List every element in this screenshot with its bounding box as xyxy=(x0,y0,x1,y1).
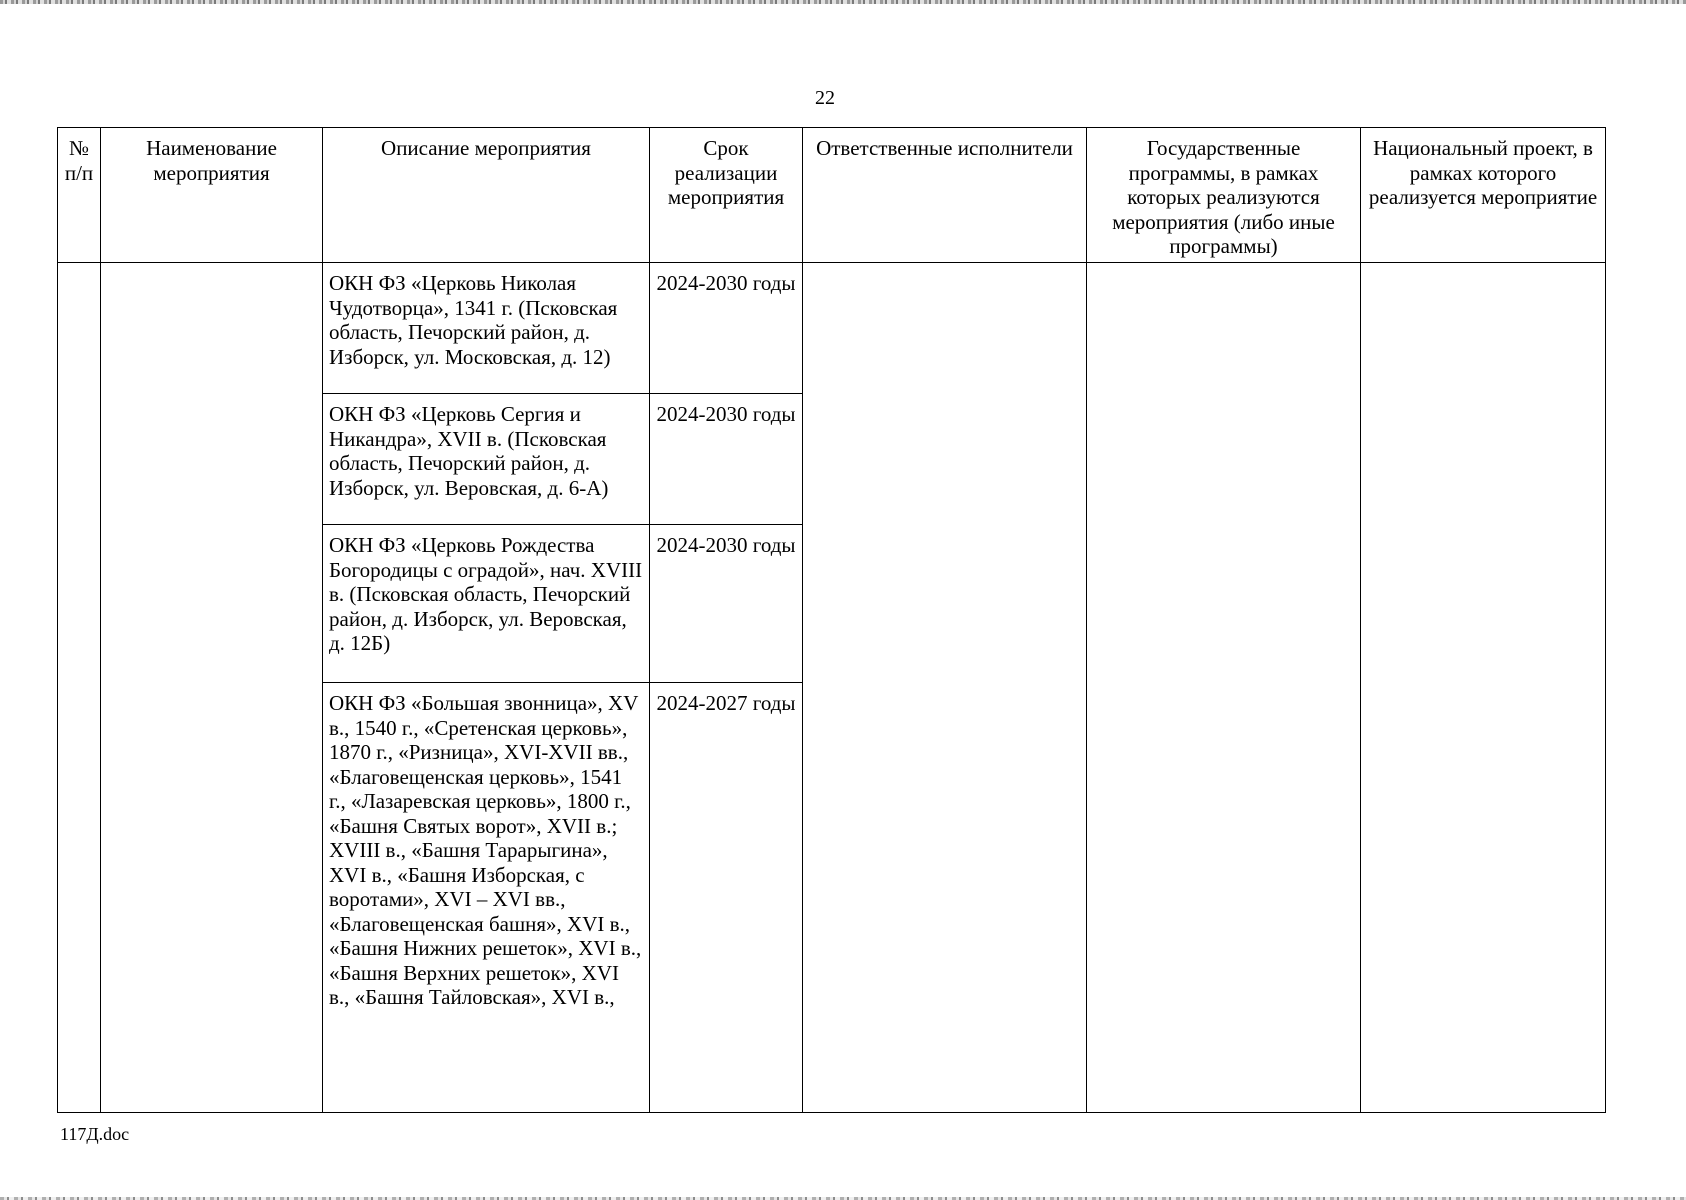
cell-responsible xyxy=(803,263,1087,1113)
header-num: № п/п xyxy=(58,128,101,263)
header-programs: Государственные программы, в рамках которых реализуются мероприятия (либо иные программы) xyxy=(1087,128,1361,263)
page-number: 22 xyxy=(815,87,835,109)
cell-programs xyxy=(1087,263,1361,1113)
header-term: Срок реализации мероприятия xyxy=(650,128,803,263)
cell-num xyxy=(58,263,101,1113)
document-filename: 117Д.doc xyxy=(60,1124,130,1144)
header-description: Описание мероприятия xyxy=(323,128,650,263)
scan-edge-top xyxy=(0,0,1686,4)
measures-table xyxy=(57,127,1606,1113)
cell-term: 2024-2030 годы xyxy=(650,394,803,525)
cell-description: ОКН ФЗ «Большая звонница», XV в., 1540 г., «Сретенская церковь», 1870 г., «Ризница», XVI-XVII вв., «Благовещенская церковь», 1541 г., «Лазаревская церковь», 1800 г., «Башня Святых ворот», XVII в.; XVIII в., «Башня Тарарыгина», XVI в., «Башня Изборская, с воротами», XVI – XVI вв., «Благовещенская башня», XVI в., «Башня Нижних решеток», XVI в., «Башня Верхних решеток», XVI в., «Башня Тайловская», XVI в., xyxy=(323,683,650,1113)
header-name: Наименование мероприятия xyxy=(101,128,323,263)
cell-term: 2024-2030 годы xyxy=(650,263,803,394)
table-row xyxy=(58,263,1606,394)
cell-description: ОКН ФЗ «Церковь Сергия и Никандра», XVII в. (Псковская область, Печорский район, д. Изборск, ул. Веровская, д. 6-А) xyxy=(323,394,650,525)
cell-name xyxy=(101,263,323,1113)
cell-term: 2024-2030 годы xyxy=(650,525,803,683)
header-national-project: Национальный проект, в рамках которого реализуется мероприятие xyxy=(1361,128,1606,263)
header-responsible: Ответственные исполнители xyxy=(803,128,1087,263)
cell-description: ОКН ФЗ «Церковь Рождества Богородицы с оградой», нач. XVIII в. (Псковская область, Печорский район, д. Изборск, ул. Веровская, д. 12Б) xyxy=(323,525,650,683)
cell-national-project xyxy=(1361,263,1606,1113)
cell-description: ОКН ФЗ «Церковь Николая Чудотворца», 1341 г. (Псковская область, Печорский район, д. Изборск, ул. Московская, д. 12) xyxy=(323,263,650,394)
cell-term: 2024-2027 годы xyxy=(650,683,803,1113)
table-header-row xyxy=(58,128,1606,263)
